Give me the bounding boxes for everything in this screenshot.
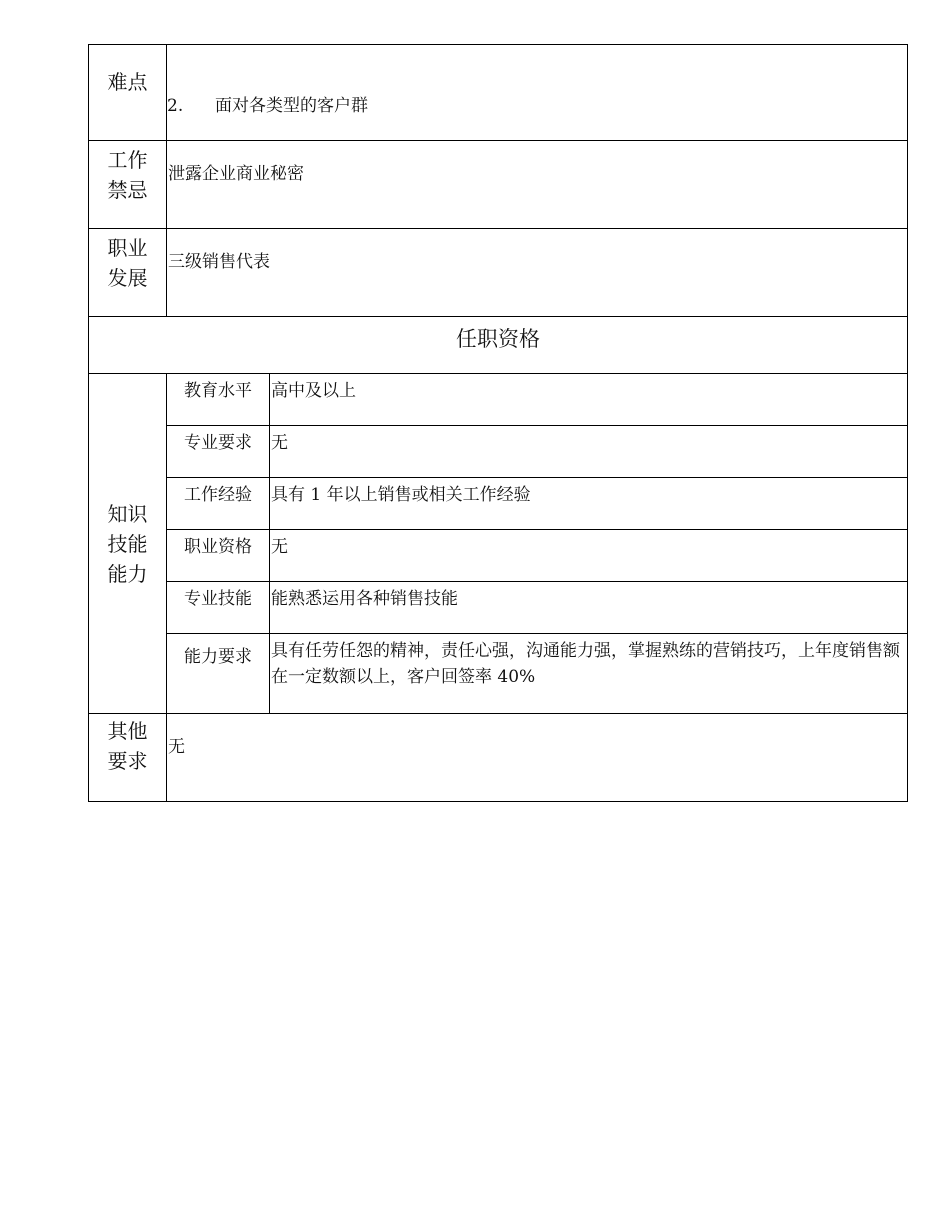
qualification-value: 高中及以上: [270, 374, 908, 426]
career-row: [89, 229, 908, 317]
difficulty-item-number: 2.: [167, 96, 184, 116]
qualification-row: [89, 634, 908, 714]
qualification-label: 工作经验: [167, 478, 270, 530]
qualification-value: 无: [270, 426, 908, 478]
taboo-value: 泄露企业商业秘密: [167, 141, 908, 229]
qualification-value: 具有任劳任怨的精神，责任心强，沟通能力强，掌握熟练的营销技巧，上年度销售额在一定数额以上，客户回签率 40%: [270, 634, 908, 714]
qualification-label: 职业资格: [167, 530, 270, 582]
qualifications-header-row: [89, 317, 908, 374]
qualification-value: 无: [270, 530, 908, 582]
qualification-label: 教育水平: [167, 374, 270, 426]
difficulty-item-text: 面对各类型的客户群: [215, 96, 368, 116]
qualification-label: 能力要求: [167, 634, 270, 714]
career-label: 职业 发展: [89, 229, 167, 317]
job-description-table: [88, 44, 908, 802]
difficulty-label: 难点: [89, 45, 167, 141]
qualification-label: 专业要求: [167, 426, 270, 478]
qualification-row: [89, 374, 908, 426]
difficulty-value: [167, 45, 908, 141]
other-label: 其他 要求: [89, 714, 167, 802]
qualification-value: 能熟悉运用各种销售技能: [270, 582, 908, 634]
qualification-row: [89, 426, 908, 478]
skills-group-label: 知识 技能 能力: [89, 374, 167, 714]
taboo-row: [89, 141, 908, 229]
taboo-label: 工作 禁忌: [89, 141, 167, 229]
difficulty-row: [89, 45, 908, 141]
career-value: 三级销售代表: [167, 229, 908, 317]
qualification-row: [89, 530, 908, 582]
other-value: 无: [167, 714, 908, 802]
qualification-row: [89, 478, 908, 530]
other-row: [89, 714, 908, 802]
section-title: 任职资格: [89, 317, 908, 374]
qualification-label: 专业技能: [167, 582, 270, 634]
qualification-row: [89, 582, 908, 634]
qualification-value: 具有 1 年以上销售或相关工作经验: [270, 478, 908, 530]
